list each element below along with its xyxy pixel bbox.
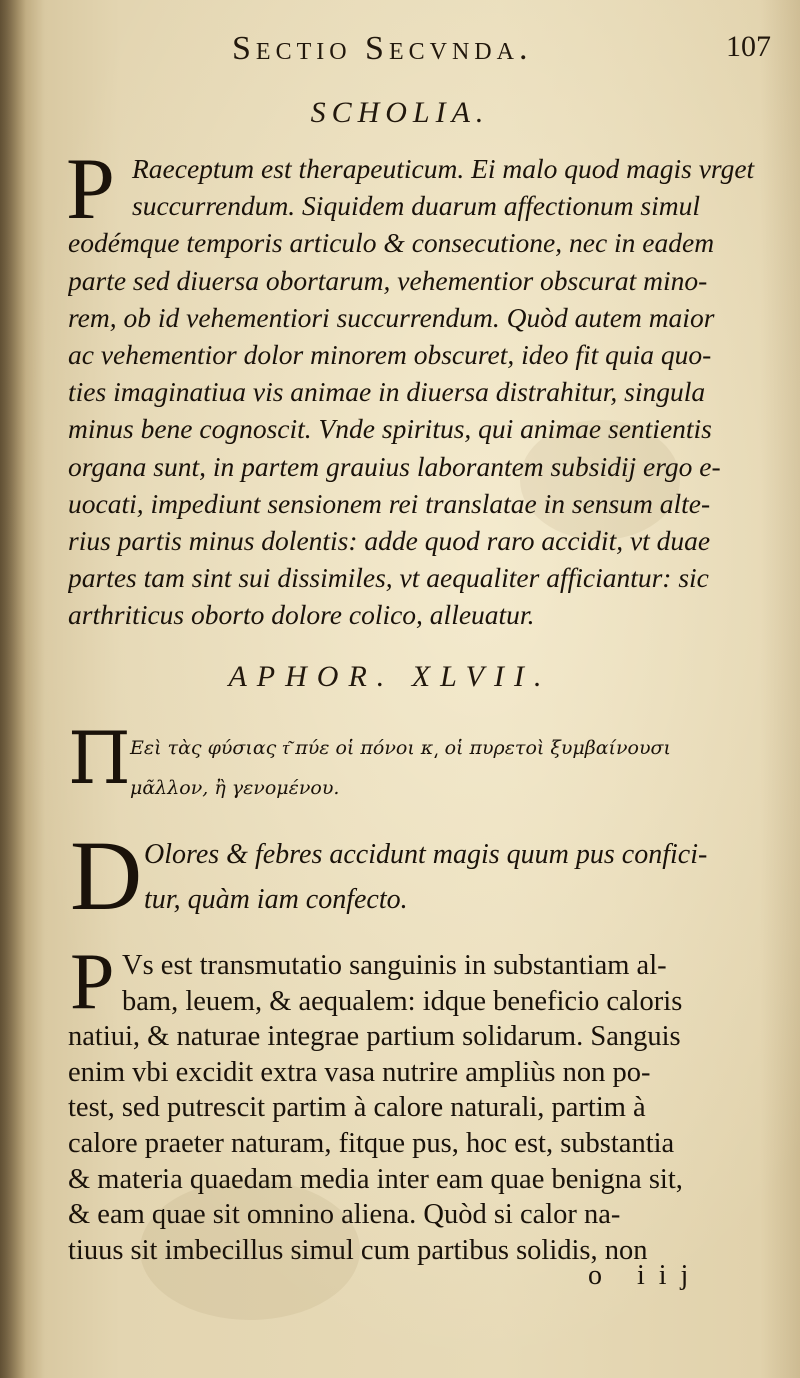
text-line: Vs est transmutatio sanguinis in substantiam al- bbox=[122, 950, 667, 981]
text-line: arthriticus oborto dolore colico, alleuatur. bbox=[68, 599, 535, 631]
text-line: ties imaginatiua vis animae in diuersa distrahitur, singula bbox=[68, 376, 706, 408]
text-line: succurrendum. Siquidem duarum affectionum simul bbox=[132, 190, 701, 222]
text-line: rem, ob id vehementiori succurrendum. Quòd autem maior bbox=[68, 301, 715, 333]
greek-aphorism-text bbox=[68, 728, 784, 808]
scholia-dropcap: P bbox=[66, 141, 115, 238]
running-head bbox=[0, 30, 800, 70]
text-line: & eam quae sit omnino aliena. Quòd si calor na- bbox=[68, 1199, 621, 1231]
running-title: Sectio Secvnda. bbox=[232, 30, 533, 67]
text-line: bam, leuem, & aequalem: idque beneficio caloris bbox=[122, 985, 683, 1017]
text-line: minus bene cognoscit. Vnde spiritus, qui animae sentientis bbox=[68, 413, 712, 445]
text-line: tur, quàm iam confecto. bbox=[144, 884, 408, 915]
greek-dropcap: Π bbox=[68, 716, 131, 800]
commentary-dropcap: P bbox=[70, 938, 115, 1026]
commentary-text bbox=[68, 948, 784, 1268]
text-line: partes tam sint sui dissimiles, vt aequaliter afficiantur: sic bbox=[68, 562, 709, 594]
text-line: & materia quaedam media inter eam quae benigna sit, bbox=[68, 1163, 683, 1195]
text-line: eodémque temporis articulo & consecutione, nec in eadem bbox=[68, 227, 715, 259]
text-line: parte sed diuersa obortarum, vehementior obscurat mino- bbox=[68, 264, 708, 296]
text-line: tiuus sit imbecillus simul cum partibus solidis, non bbox=[68, 1234, 648, 1266]
text-line: Εεὶ τὰς φύσιας τ͂ πύε οἱ πόνοι κ͵ οἱ πυρετοὶ ξυμβαίνουσι bbox=[130, 737, 671, 759]
text-line: test, sed putrescit partim à calore naturali, partim à bbox=[68, 1092, 646, 1124]
text-line: uocati, impediunt sensionem rei translatae in sensum alte- bbox=[68, 487, 711, 519]
translation-dropcap: D bbox=[70, 820, 143, 931]
text-line: organa sunt, in partem grauius laborantem subsidij ergo e- bbox=[68, 450, 721, 482]
latin-translation-text bbox=[68, 832, 784, 922]
aphorism-heading: APHOR. XLVII. bbox=[228, 660, 552, 693]
scholia-heading: SCHOLIA. bbox=[310, 96, 490, 129]
signature-mark: o iij bbox=[588, 1260, 703, 1291]
text-line: ac vehementior dolor minorem obscuret, ideo fit quia quo- bbox=[68, 339, 712, 371]
scholia-text bbox=[68, 150, 784, 634]
text-line: Olores & febres accidunt magis quum pus confici- bbox=[144, 839, 708, 870]
page-number: 107 bbox=[726, 30, 771, 63]
text-line: calore praeter naturam, fitque pus, hoc est, substantia bbox=[68, 1127, 675, 1159]
text-line: enim vbi excidit extra vasa nutrire ampliùs non po- bbox=[68, 1056, 651, 1088]
text-line: μᾶλλον, ἢ γενομένου. bbox=[130, 777, 340, 799]
text-line: Raeceptum est therapeuticum. Ei malo quod magis vrget bbox=[132, 153, 755, 184]
text-line: natiui, & naturae integrae partium solidarum. Sanguis bbox=[68, 1021, 681, 1053]
text-line: rius partis minus dolentis: adde quod raro accidit, vt duae bbox=[68, 525, 711, 557]
